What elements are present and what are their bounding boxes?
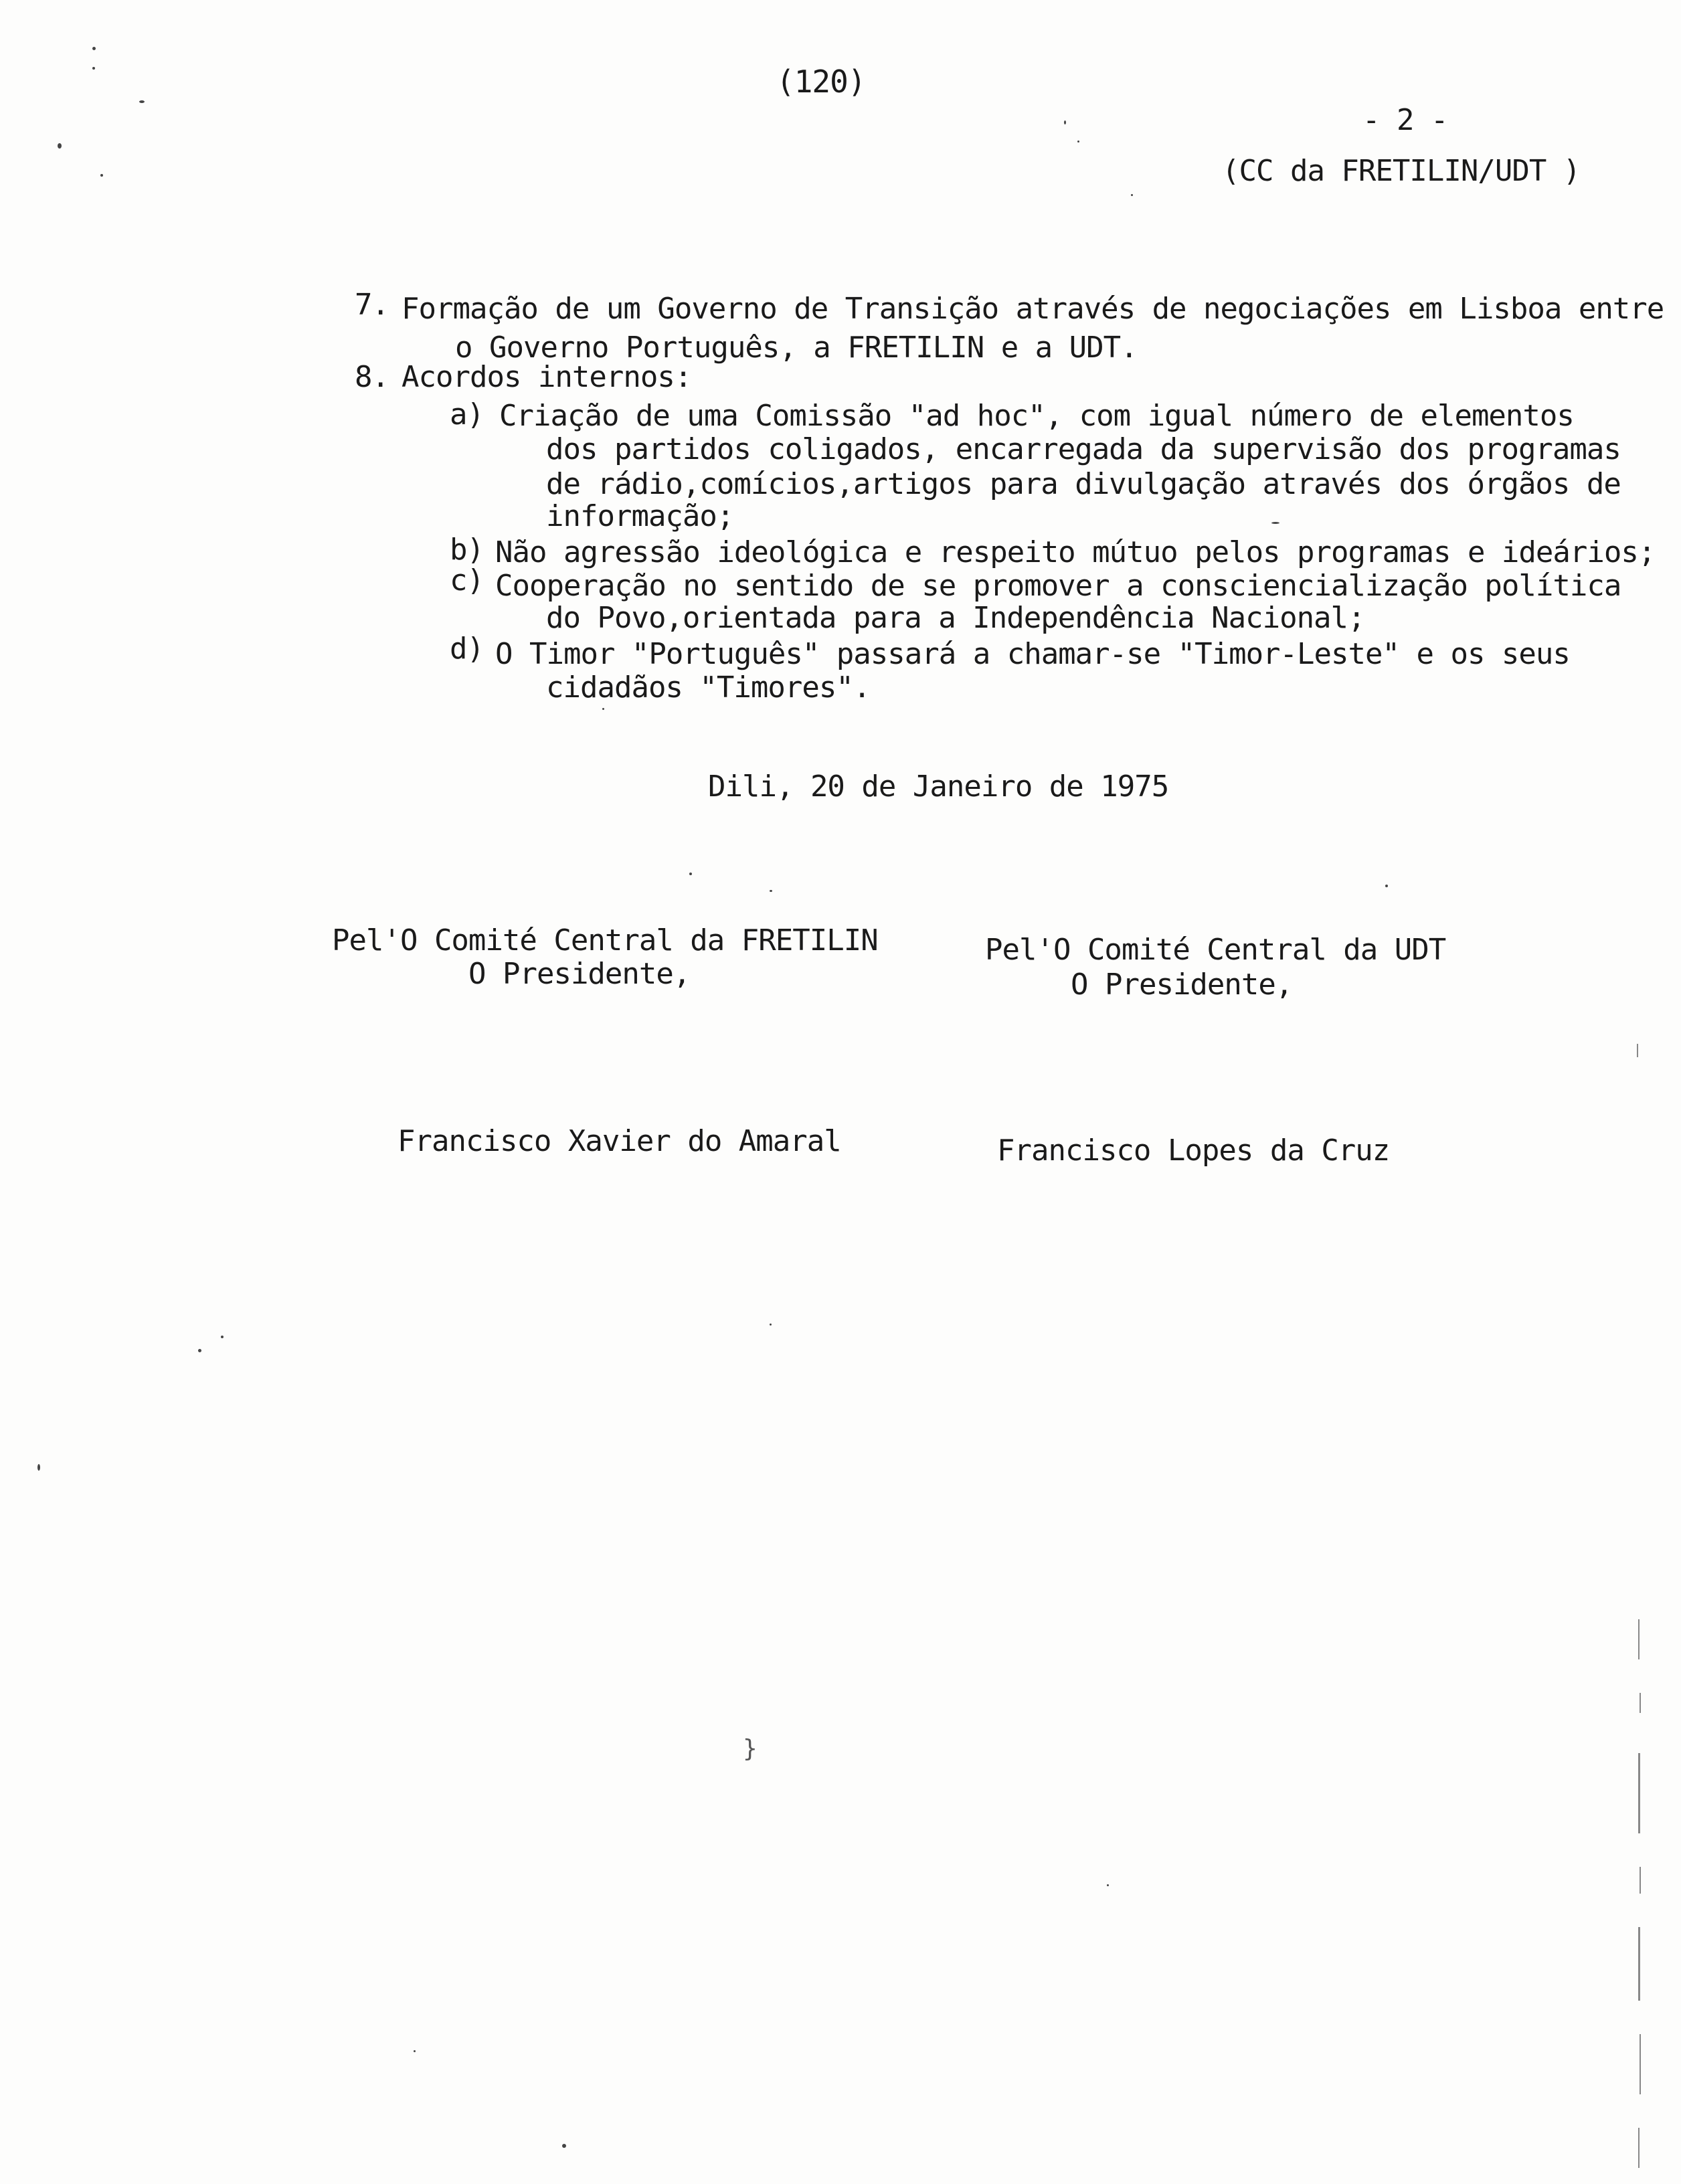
item-8-title: Acordos internos:: [402, 360, 692, 394]
document-subtitle: (CC da FRETILIN/UDT ): [1222, 154, 1581, 188]
scan-speck: [92, 47, 96, 50]
scan-speck: [770, 1324, 772, 1326]
left-name: Francisco Xavier do Amaral: [397, 1124, 841, 1158]
scan-speck: [139, 100, 145, 103]
item-8a-line-1: Criação de uma Comissão "ad hoc", com igual número de elementos: [499, 399, 1574, 433]
scan-speck: [1107, 1884, 1109, 1886]
scan-edge-mark: [1640, 1693, 1641, 1713]
item-8d-label: d): [450, 632, 484, 666]
item-8d-line-1: O Timor "Português" passará a chamar-se "Timor-Leste" e os seus: [495, 637, 1570, 671]
scan-speck: [414, 2050, 416, 2052]
scan-speck: [58, 143, 62, 149]
item-8c-label: c): [450, 563, 484, 598]
scan-speck: [602, 708, 604, 710]
item-8d-line-2: cidadãos "Timores".: [546, 670, 871, 705]
page-reference: (120): [776, 64, 866, 100]
item-8a-line-4: informação;: [546, 499, 734, 533]
scan-speck: [1385, 885, 1388, 887]
page-number: - 2 -: [1362, 103, 1448, 137]
scan-edge-mark: [1638, 1927, 1640, 2001]
scan-speck: [1131, 194, 1133, 196]
scan-edge-mark: [1640, 2034, 1641, 2094]
item-8a-line-3: de rádio,comícios,artigos para divulgação através dos órgãos de: [546, 467, 1621, 501]
scan-edge-mark: [1638, 1753, 1640, 1833]
right-committee: Pel'O Comité Central da UDT: [985, 933, 1446, 967]
scan-speck: [198, 1349, 201, 1352]
scan-edge-mark: [1638, 2128, 1640, 2168]
scan-speck: [1077, 141, 1079, 143]
item-7-line-1: Formação de um Governo de Transição através de negociações em Lisboa entre: [402, 292, 1664, 326]
item-8b-label: b): [450, 533, 484, 567]
left-role: O Presidente,: [468, 957, 691, 991]
item-7-line-2: o Governo Português, a FRETILIN e a UDT.: [455, 331, 1138, 365]
scan-speck: [1064, 120, 1066, 124]
left-committee: Pel'O Comité Central da FRETILIN: [332, 923, 878, 958]
scan-speck: [92, 67, 95, 70]
scan-edge-mark: [1637, 1044, 1638, 1057]
scan-speck: [770, 890, 772, 892]
item-8c-line-2: do Povo,orientada para a Independência Nacional;: [546, 601, 1365, 635]
item-8a-label: a): [450, 397, 484, 432]
scan-edge-mark: [1638, 1619, 1640, 1659]
item-8c-line-1: Cooperação no sentido de se promover a consciencialização política: [495, 569, 1621, 603]
date-place: Dili, 20 de Janeiro de 1975: [708, 769, 1169, 804]
item-7-number: 7.: [355, 288, 389, 322]
scan-speck: [562, 2144, 566, 2148]
item-8-number: 8.: [355, 360, 389, 394]
scan-speck: [100, 174, 103, 177]
scan-speck: [37, 1464, 40, 1471]
right-name: Francisco Lopes da Cruz: [997, 1133, 1390, 1168]
item-8b-line-1: Não agressão ideológica e respeito mútuo pelos programas e ideários;: [495, 535, 1656, 569]
scan-speck: [689, 873, 692, 875]
scan-edge-mark: [1640, 1867, 1641, 1894]
scan-speck: [221, 1336, 224, 1338]
scan-speck: [1271, 522, 1279, 524]
right-role: O Presidente,: [1071, 968, 1293, 1002]
item-8a-line-2: dos partidos coligados, encarregada da supervisão dos programas: [546, 432, 1621, 466]
footer-mark: }: [743, 1735, 757, 1762]
